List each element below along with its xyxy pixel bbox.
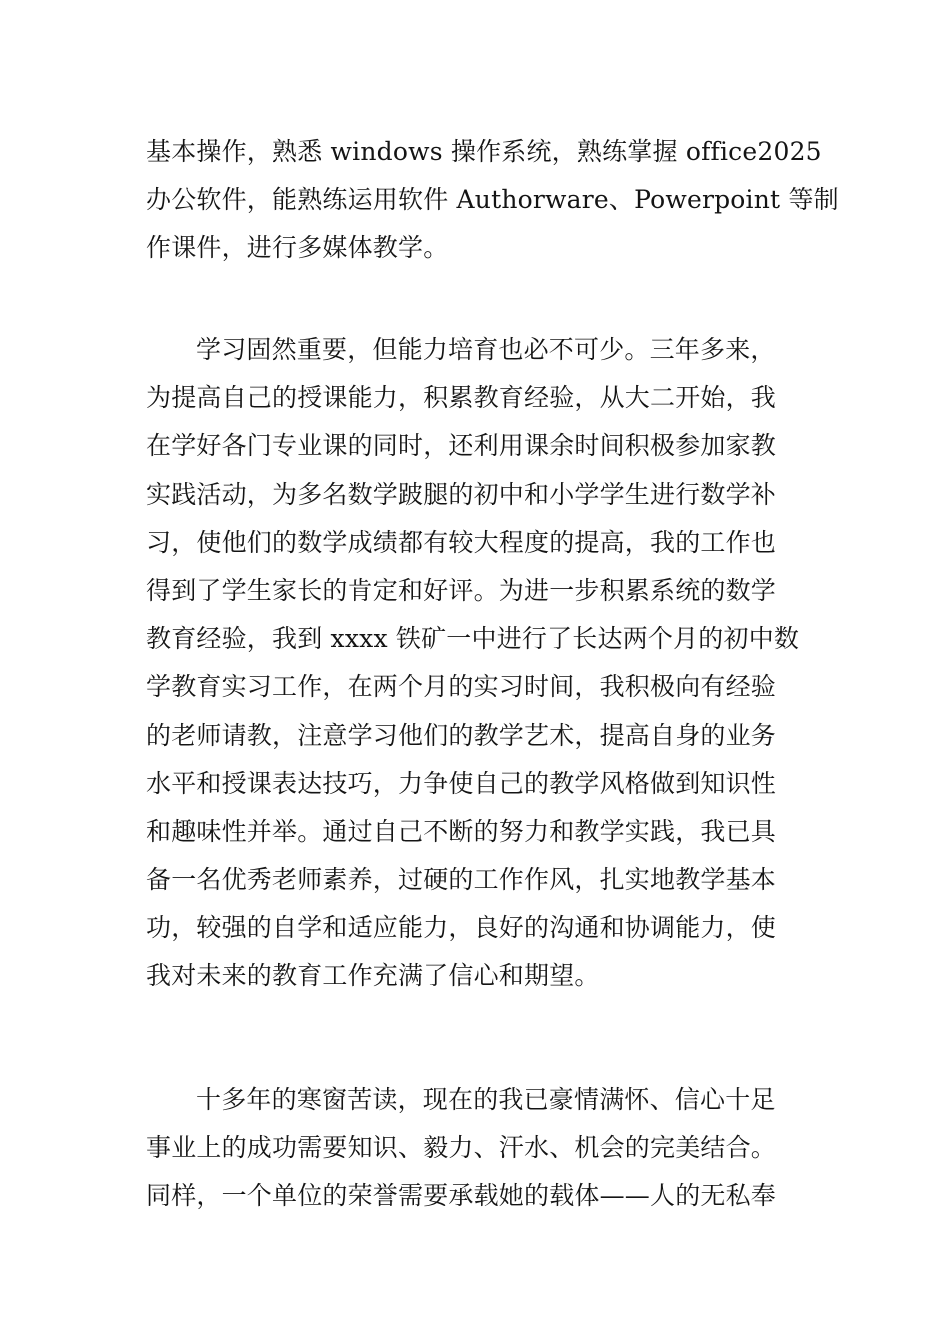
- text-line: 和趣味性并举。通过自己不断的努力和教学实践，我已具: [146, 816, 777, 846]
- text-line: 办公软件，能熟练运用软件 Authorware、Powerpoint 等制: [146, 185, 839, 215]
- text-line: 为提高自己的授课能力，积累教育经验，从大二开始，我: [146, 383, 777, 413]
- text-line: 在学好各门专业课的同时，还利用课余时间积极参加家教: [146, 431, 777, 461]
- text-line: 备一名优秀老师素养，过硬的工作作风，扎实地教学基本: [146, 865, 777, 895]
- text-line: 实践活动，为多名数学跛腿的初中和小学学生进行数学补: [146, 479, 777, 509]
- text-line: 习，使他们的数学成绩都有较大程度的提高，我的工作也: [146, 527, 777, 557]
- text-line: 同样，一个单位的荣誉需要承载她的载体——人的无私奉: [146, 1181, 777, 1211]
- text-line: 基本操作，熟悉 windows 操作系统，熟练掌握 office2025: [146, 137, 822, 166]
- text-line: 事业上的成功需要知识、毅力、汗水、机会的完美结合。: [146, 1133, 777, 1163]
- text-line-content: 十多年的寒窗苦读，现在的我已豪情满怀、信心十足: [196, 1085, 776, 1114]
- text-line: [146, 326, 808, 374]
- text-line: 得到了学生家长的肯定和好评。为进一步积累系统的数学: [146, 575, 777, 605]
- text-line: 的老师请教，注意学习他们的教学艺术，提高自身的业务: [146, 720, 777, 750]
- text-line: [146, 1076, 808, 1124]
- paragraph-aspiration: [146, 1076, 808, 1221]
- text-line: 学教育实习工作，在两个月的实习时间，我积极向有经验: [146, 672, 777, 702]
- text-line: 教育经验，我到 xxxx 铁矿一中进行了长达两个月的初中数: [146, 624, 800, 654]
- text-line: 作课件，进行多媒体教学。: [146, 233, 449, 263]
- paragraph-teaching-experience: [146, 326, 808, 1001]
- paragraph-skills: [146, 128, 839, 273]
- text-line-content: 学习固然重要，但能力培育也必不可少。三年多来，: [196, 335, 776, 364]
- text-line: 水平和授课表达技巧，力争使自己的教学风格做到知识性: [146, 768, 777, 798]
- text-line: 功，较强的自学和适应能力，良好的沟通和协调能力，使: [146, 913, 777, 943]
- text-line: 我对未来的教育工作充满了信心和期望。: [146, 961, 600, 991]
